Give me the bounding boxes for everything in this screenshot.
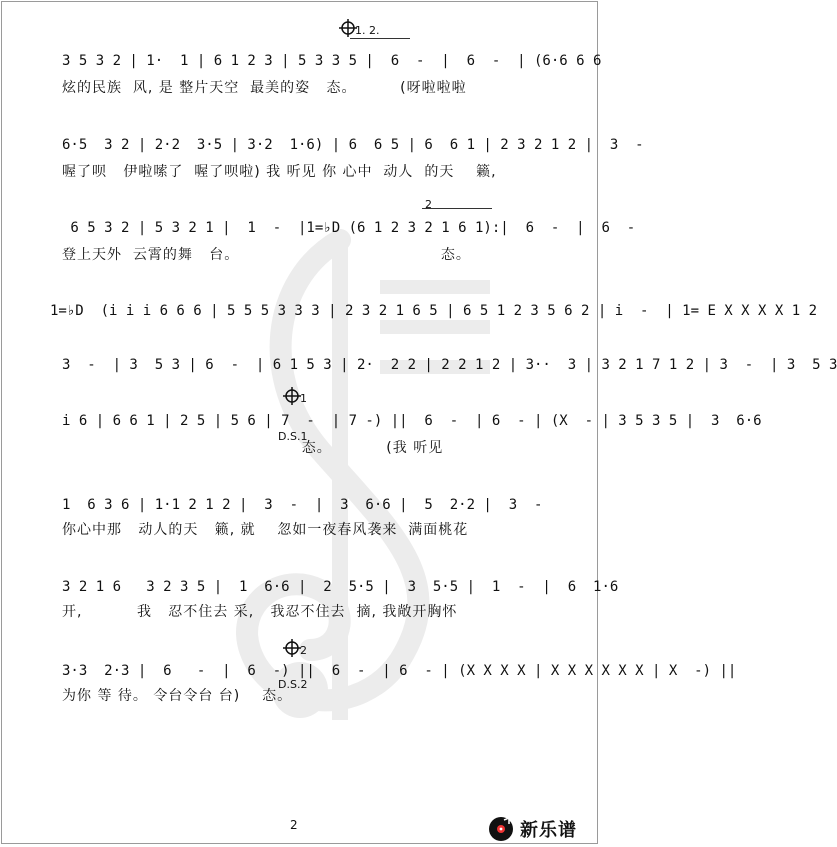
lyric-line-6: 态。 (我 听见 [62,440,444,456]
volta-bracket-2 [422,208,492,215]
page-number: 2 [290,818,298,832]
lyric-line-2: 喔了呗 伊啦嗦了 喔了呗啦) 我 听见 你 心中 动人 的天 籁, [62,164,497,180]
coda-2-label: 2 [300,644,307,657]
notation-line-6: i 6 | 6 6 1 | 2 5 | 5 6 | 7 - | 7 -) || 6 - | 6 - | (X - | 3 5 3 5 | 3 6·6 [62,413,762,429]
notation-line-4: 1=♭D (i i i 6 6 6 | 5 5 5 3 3 3 | 2 3 2 1 6 5 | 6 5 1 2 3 5 6 2 | i - | 1= E X X X X 1 2 [50,303,818,319]
notation-line-3: 6 5 3 2 | 5 3 2 1 | 1 - |1=♭D (6 1 2 3 2 1 6 1):| 6 - | 6 - [62,220,636,236]
lyric-line-3: 登上天外 云霄的舞 台。 态。 [62,247,471,263]
lyric-line-8: 开, 我 忍不住去 采, 我忍不住去 摘, 我敞开胸怀 [62,604,458,620]
coda-sign-2-icon [282,638,302,658]
volta-bracket [350,38,410,45]
vinyl-record-icon [488,816,514,842]
volta-2-label: 2 [425,198,432,211]
coda-1-label: 1 [300,392,307,405]
notation-line-5: 3 - | 3 5 3 | 6 - | 6 1 5 3 | 2· 2 2 | 2 2 1 2 | 3·· 3 | 3 2 1 7 1 2 | 3 - | 3 5 3 [62,357,837,373]
notation-line-7: 1 6 3 6 | 1·1 2 1 2 | 3 - | 3 6·6 | 5 2·2 | 3 - [62,497,543,513]
coda-sign-1-icon [282,386,302,406]
lyric-line-1: 炫的民族 风, 是 整片天空 最美的姿 态。 (呀啦啦啦 [62,80,467,96]
lyric-line-9: 为你 等 待。 令台令台 台) 态。 [62,688,293,704]
notation-line-8: 3 2 1 6 3 2 3 5 | 1 6·6 | 2 5·5 | 3 5·5 | 1 - | 6 1·6 [62,579,619,595]
notation-line-2: 6·5 3 2 | 2·2 3·5 | 3·2 1·6) | 6 6 5 | 6 6 1 | 2 3 2 1 2 | 3 - [62,137,644,153]
brand-logo [488,814,577,844]
lyric-line-7: 你心中那 动人的天 籁, 就 忽如一夜春风袭来 满面桃花 [62,522,469,538]
notation-line-9: 3·3 2·3 | 6 - | 6 -) || 6 - | 6 - | (X X X X | X X X X X X | X -) || [62,663,737,679]
coda-volta-label: 1. 2. [355,24,380,37]
ds1-label: D.S.1 [278,430,308,443]
notation-line-1: 3 5 3 2 | 1· 1 | 6 1 2 3 | 5 3 3 5 | 6 - | 6 - | (6·6 6 6 [62,53,602,69]
brand-name: 新乐谱 [520,820,577,841]
ds2-label: D.S.2 [278,678,308,691]
